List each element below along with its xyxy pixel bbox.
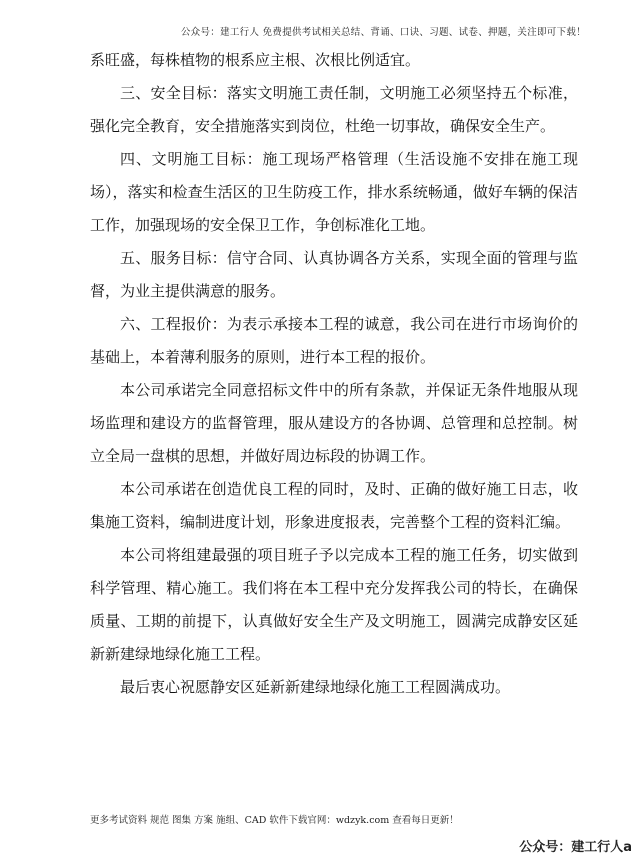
paragraph: 最后衷心祝愿静安区延新新建绿地绿化施工工程圆满成功。	[120, 678, 511, 696]
paragraph: 系旺盛，每株植物的根系应主根、次根比例适宜。	[90, 51, 421, 69]
paragraph: 五、服务目标：信守合同、认真协调各方关系，实现全面的管理与监督，为业主提供满意的服务。	[90, 249, 578, 300]
paragraph: 本公司将组建最强的项目班子予以完成本工程的施工任务，切实做到科学管理、精心施工。我们将在本工程中充分发挥我公司的特长，在确保质量、工期的前提下，认真做好安全生产及文明施工，圆满完成静安区延新新建绿地绿化施工工程。	[90, 546, 578, 663]
paragraph: 四、文明施工目标：施工现场严格管理（生活设施不安排在施工现场），落实和检查生活区的卫生防疫工作，排水系统畅通，做好车辆的保洁工作，加强现场的安全保卫工作，争创标准化工地。	[90, 150, 578, 234]
paragraph: 六、工程报价：为表示承接本工程的诚意，我公司在进行市场询价的基础上，本着薄利服务的原则，进行本工程的报价。	[90, 315, 578, 366]
paragraph: 本公司承诺完全同意招标文件中的所有条款，并保证无条件地服从现场监理和建设方的监督管理，服从建设方的各协调、总管理和总控制。树立全局一盘棋的思想，并做好周边标段的协调工作。	[90, 381, 578, 465]
document-body	[90, 44, 578, 704]
account-watermark: 公众号：建工行人a	[519, 840, 632, 855]
page-footer: 更多考试资料 规范 图集 方案 施组、CAD 软件下载官网：wdzyk.com 查看每日更新！	[90, 815, 459, 826]
paragraph: 本公司承诺在创造优良工程的同时，及时、正确的做好施工日志，收集施工资料，编制进度计划，形象进度报表，完善整个工程的资料汇编。	[90, 480, 578, 531]
paragraph: 三、安全目标：落实文明施工责任制，文明施工必须坚持五个标准，强化完全教育，安全措施落实到岗位，杜绝一切事故，确保安全生产。	[90, 84, 578, 135]
page-header: 公众号：建工行人 免费提供考试相关总结、背诵、口诀、习题、试卷、押题，关注即可下载！	[180, 27, 586, 38]
